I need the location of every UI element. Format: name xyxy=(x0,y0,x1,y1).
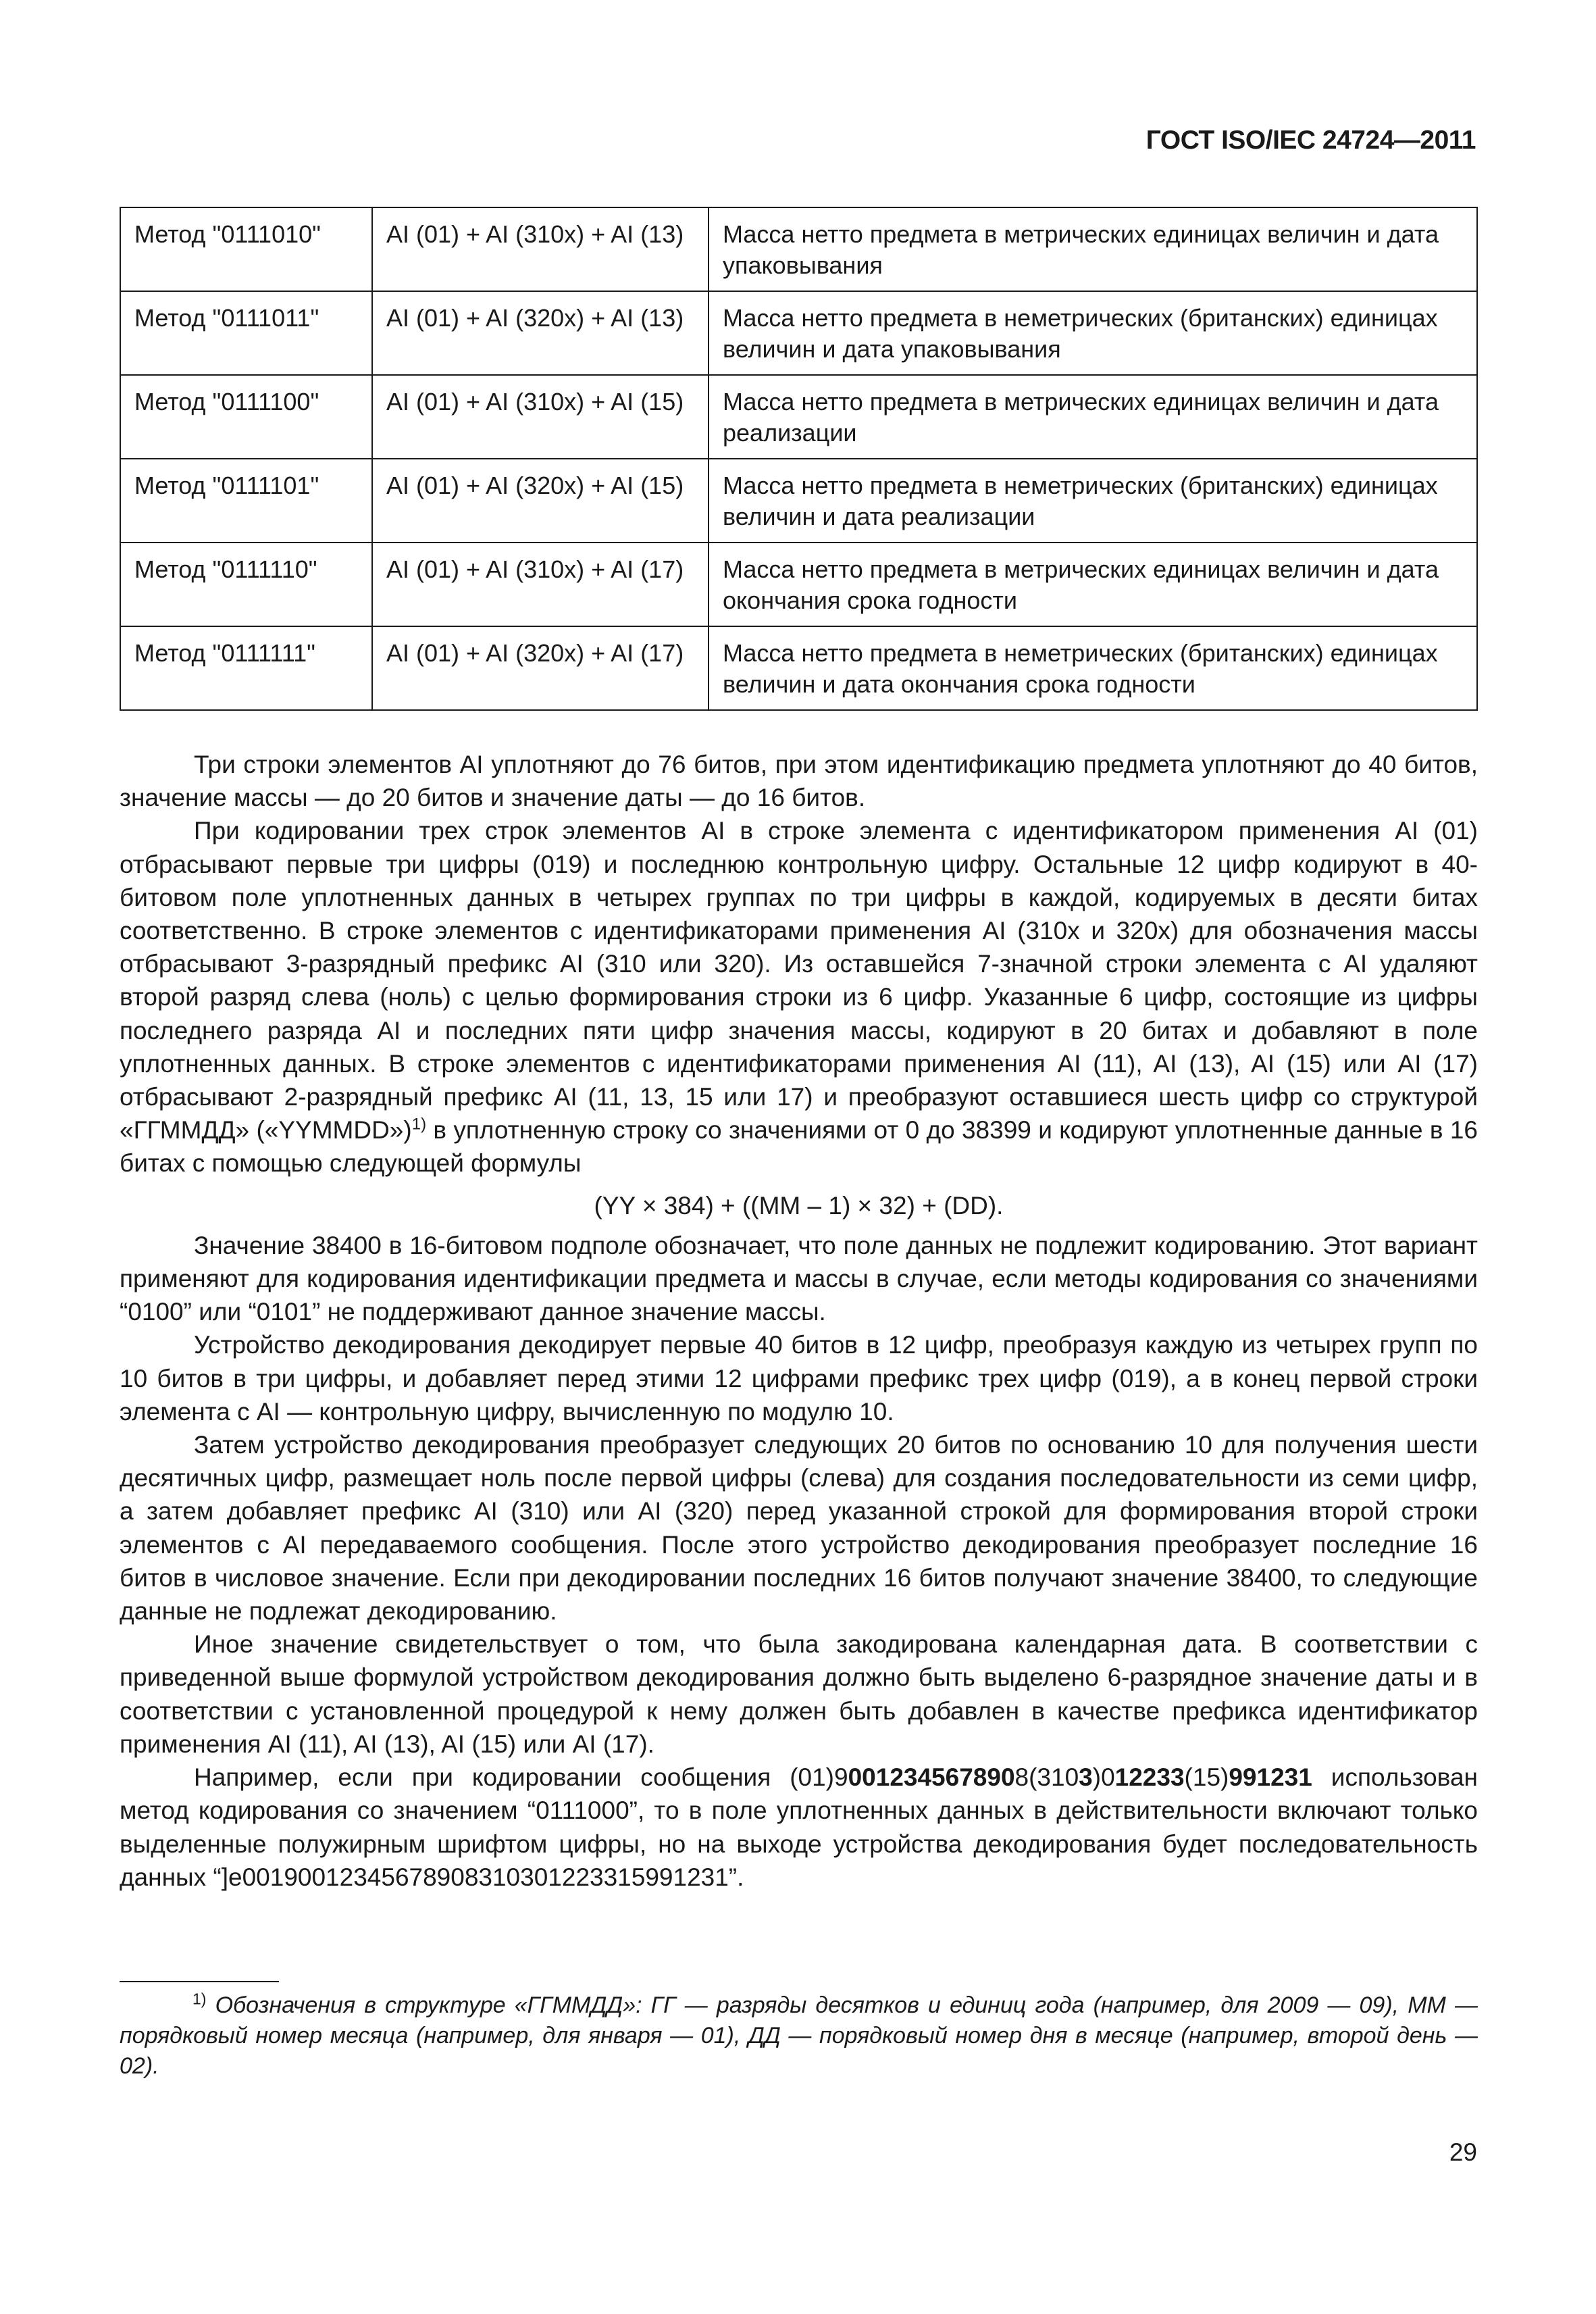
paragraph-text: При кодировании трех строк элементов AI в строке элемента с идентификатором применения AI (01) отбрасывают первые три цифры (019) и последнюю контрольную цифру. Остальные 12 цифр кодируют в 40-битовом поле уплотненных данных в четырех группах по три цифры в каждой, кодируемых в десяти битах соответственно. В строке элементов с идентификаторами применения AI (310x и 320x) для обозначения массы отбрасывают 3-разрядный префикс AI (310 или 320). Из оставшейся 7-значной строки элемента с AI удаляют второй разряд слева (ноль) с целью формирования строки из 6 цифр. Указанные 6 цифр, состоящие из цифры последнего разряда AI и последних пяти цифр значения массы, кодируют в 20 битах и добавляют в поле уплотненных данных. В строке элементов с идентификаторами применения AI (11), AI (13), AI (15) или AI (17) отбрасывают 2-разрядный префикс AI (11, 13, 15 или 17) и преобразуют оставшиеся шесть цифр со структурой «ГГММДД» («YYMMDD») xyxy=(120,817,1478,1145)
paragraph-text: использован метод кодирования со значением “0111000”, то в поле уплотненных данных в действительности включают только выделенные полужирным шрифтом цифры, но на выходе устройства декодирования будет последовательность данных “]e0019001234567890831030122331599123 xyxy=(120,1763,1478,1891)
body-text xyxy=(120,748,1478,1894)
paragraph: Устройство декодирования декодирует первые 40 битов в 12 цифр, преобразуя каждую из четырех групп по 10 битов в три цифры, и добавляет перед этими 12 цифрами префикс трех цифр (019), а в конец первой строки элемента с AI — контрольную цифру, вычисленную по модулю 10. xyxy=(120,1331,1478,1426)
paragraph-text: 8(310 xyxy=(1014,1763,1079,1792)
elements-cell: AI (01) + AI (310x) + AI (13) xyxy=(372,207,709,291)
bold-digits: 3 xyxy=(1079,1763,1093,1792)
standard-header: ГОСТ ISO/IEC 24724—2011 xyxy=(1145,126,1476,155)
elements-cell: AI (01) + AI (320x) + AI (13) xyxy=(372,291,709,375)
table-row xyxy=(120,543,1477,626)
formula: (YY × 384) + ((MM – 1) × 32) + (DD). xyxy=(594,1191,1004,1219)
table-row xyxy=(120,375,1477,459)
table-row xyxy=(120,626,1477,710)
elements-cell: AI (01) + AI (310x) + AI (17) xyxy=(372,543,709,626)
description-cell: Масса нетто предмета в метрических единицах величин и дата реализации xyxy=(709,375,1477,459)
footnote-ref[interactable]: 1) xyxy=(411,1115,427,1134)
paragraph: Иное значение свидетельствует о том, что была закодирована календарная дата. В соответствии с приведенной выше формулой устройством декодирования должно быть выделено 6-разрядное значение даты и в соответствии с установленной процедурой к нему должен быть добавлен в качестве префикса идентификатор применения AI (11), AI (13), AI (15) или AI (17). xyxy=(120,1630,1478,1758)
footnote-divider xyxy=(120,1981,279,1982)
table-row xyxy=(120,291,1477,375)
paragraph: Значение 38400 в 16-битовом подполе обозначает, что поле данных не подлежит кодированию. Этот вариант применяют для кодирования идентификации предмета и массы в случае, если методы кодирования со значениями “0100” или “0101” не поддерживают данное значение массы. xyxy=(120,1231,1478,1326)
description-cell: Масса нетто предмета в метрических единицах величин и дата упаковывания xyxy=(709,207,1477,291)
method-cell: Метод "0111110" xyxy=(120,543,372,626)
elements-cell: AI (01) + AI (320x) + AI (17) xyxy=(372,626,709,710)
paragraph-text: )0 xyxy=(1092,1763,1115,1792)
paragraph xyxy=(120,1761,1478,1894)
method-cell: Метод "0111011" xyxy=(120,291,372,375)
method-cell: Метод "0111010" xyxy=(120,207,372,291)
description-cell: Масса нетто предмета в метрических единицах величин и дата окончания срока годности xyxy=(709,543,1477,626)
method-cell: Метод "0111111" xyxy=(120,626,372,710)
paragraph xyxy=(120,814,1478,1180)
method-cell: Метод "0111101" xyxy=(120,459,372,543)
method-cell: Метод "0111100" xyxy=(120,375,372,459)
bold-digits: 991231 xyxy=(1229,1763,1312,1792)
table-row xyxy=(120,459,1477,543)
description-cell: Масса нетто предмета в неметрических (британских) единицах величин и дата реализации xyxy=(709,459,1477,543)
description-cell: Масса нетто предмета в неметрических (британских) единицах величин и дата окончания срока годности xyxy=(709,626,1477,710)
footnote xyxy=(120,1990,1478,2082)
paragraph: Затем устройство декодирования преобразует следующих 20 битов по основанию 10 для получения шести десятичных цифр, размещает ноль после первой цифры (слева) для создания последовательности из семи цифр, а затем добавляет префикс AI (310) или AI (320) перед указанной строкой для формирования второй строки элементов с AI передаваемого сообщения. После этого устройство декодирования преобразует последние 16 битов в числовое значение. Если при декодировании последних 16 битов получают значение 38400, то следующие данные не подлежат декодированию. xyxy=(120,1431,1478,1626)
methods-table xyxy=(120,207,1478,711)
footnote-text: Обозначения в структуре «ГГММДД»: ГГ — разряды десятков и единиц года (например, для 2009 — 09), ММ — порядковый номер месяца (например, для января — 01), ДД — порядковый номер дня в месяце (например, второй день — 02). xyxy=(120,1992,1478,2079)
description-cell: Масса нетто предмета в неметрических (британских) единицах величин и дата упаковывания xyxy=(709,291,1477,375)
paragraph: Три строки элементов AI уплотняют до 76 битов, при этом идентификацию предмета уплотняют до 40 битов, значение массы — до 20 битов и значение даты — до 16 битов. xyxy=(120,751,1478,812)
bold-digits: 001234567890 xyxy=(848,1763,1015,1792)
elements-cell: AI (01) + AI (320x) + AI (15) xyxy=(372,459,709,543)
paragraph-text: в уплотненную строку со значениями от 0 до 38399 и кодируют уплотненные данные в 16 битах с помощью следующей формулы xyxy=(120,1116,1478,1178)
page-number: 29 xyxy=(1449,2138,1477,2166)
elements-cell: AI (01) + AI (310x) + AI (15) xyxy=(372,375,709,459)
paragraph-text: (15) xyxy=(1184,1763,1229,1792)
bold-digits: 12233 xyxy=(1114,1763,1185,1792)
paragraph-text: 1”. xyxy=(715,1863,744,1891)
footnote-mark: 1) xyxy=(192,1990,207,2008)
table-row xyxy=(120,207,1477,291)
paragraph-text: Например, если при кодировании сообщения (01)9 xyxy=(194,1763,848,1792)
